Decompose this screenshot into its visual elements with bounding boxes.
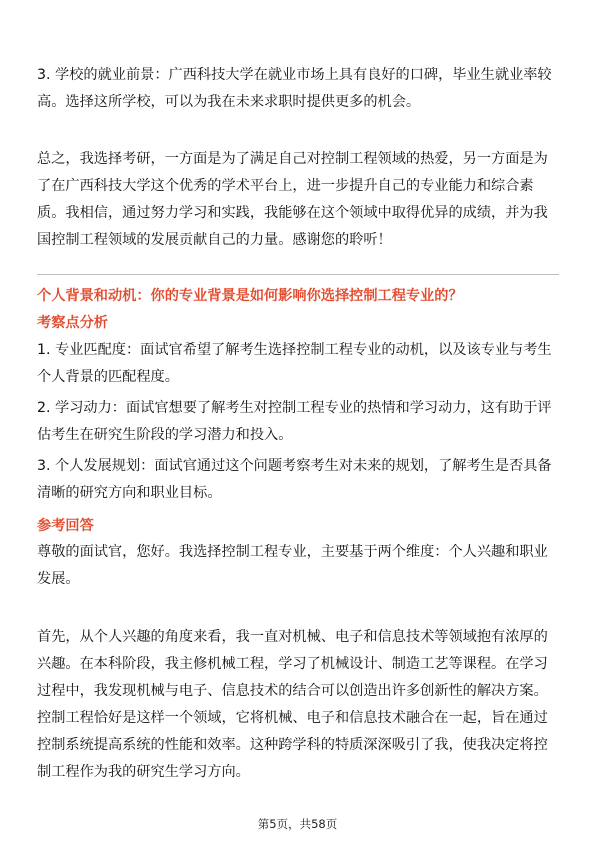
analysis-heading: 考察点分析 (37, 315, 108, 331)
analysis-item-2: 2. 学习动力：面试官想要了解考生对控制工程专业的热情和学习动力，这有助于评估考生在研究生阶段的学习潜力和投入。 (37, 400, 552, 443)
answer-paragraph-1: 首先，从个人兴趣的角度来看，我一直对机械、电子和信息技术等领域抱有浓厚的兴趣。在本科阶段，我主修机械工程，学习了机械设计、制造工艺等课程。在学习过程中，我发现机械与电子、信息技术的结合可以创造出许多创新性的解决方案。控制工程恰好是这样一个领域，它将机械、电子和信息技术融合在一起，旨在通过控制系统提高系统的性能和效率。这种跨学科的特质深深吸引了我，使我决定将控制工程作为我的研究生学习方向。 (37, 629, 548, 780)
analysis-item-3: 3. 个人发展规划：面试官通过这个问题考察考生对未来的规划，了解考生是否具备清晰的研究方向和职业目标。 (37, 458, 552, 501)
section-divider (37, 274, 559, 275)
answer-intro: 尊敬的面试官，您好。我选择控制工程专业，主要基于两个维度：个人兴趣和职业发展。 (37, 544, 548, 587)
question-title: 个人背景和动机：你的专业背景是如何影响你选择控制工程专业的？ (37, 288, 463, 304)
conclusion-paragraph: 总之，我选择考研，一方面是为了满足自己对控制工程领域的热爱，另一方面是为了在广西科技大学这个优秀的学术平台上，进一步提升自己的专业能力和综合素质。我相信，通过努力学习和实践，我能够在这个领域中取得优异的成绩，并为我国控制工程领域的发展贡献自己的力量。感谢您的聆听！ (37, 151, 548, 248)
analysis-item-1: 1. 专业匹配度：面试官希望了解考生选择控制工程专业的动机，以及该专业与考生个人背景的匹配程度。 (37, 342, 552, 385)
intro-point-3: 3. 学校的就业前景：广西科技大学在就业市场上具有良好的口碑，毕业生就业率较高。选择这所学校，可以为我在未来求职时提供更多的机会。 (37, 67, 552, 110)
answer-heading: 参考回答 (37, 518, 94, 534)
page-number: 第5页，共58页 (257, 817, 338, 831)
